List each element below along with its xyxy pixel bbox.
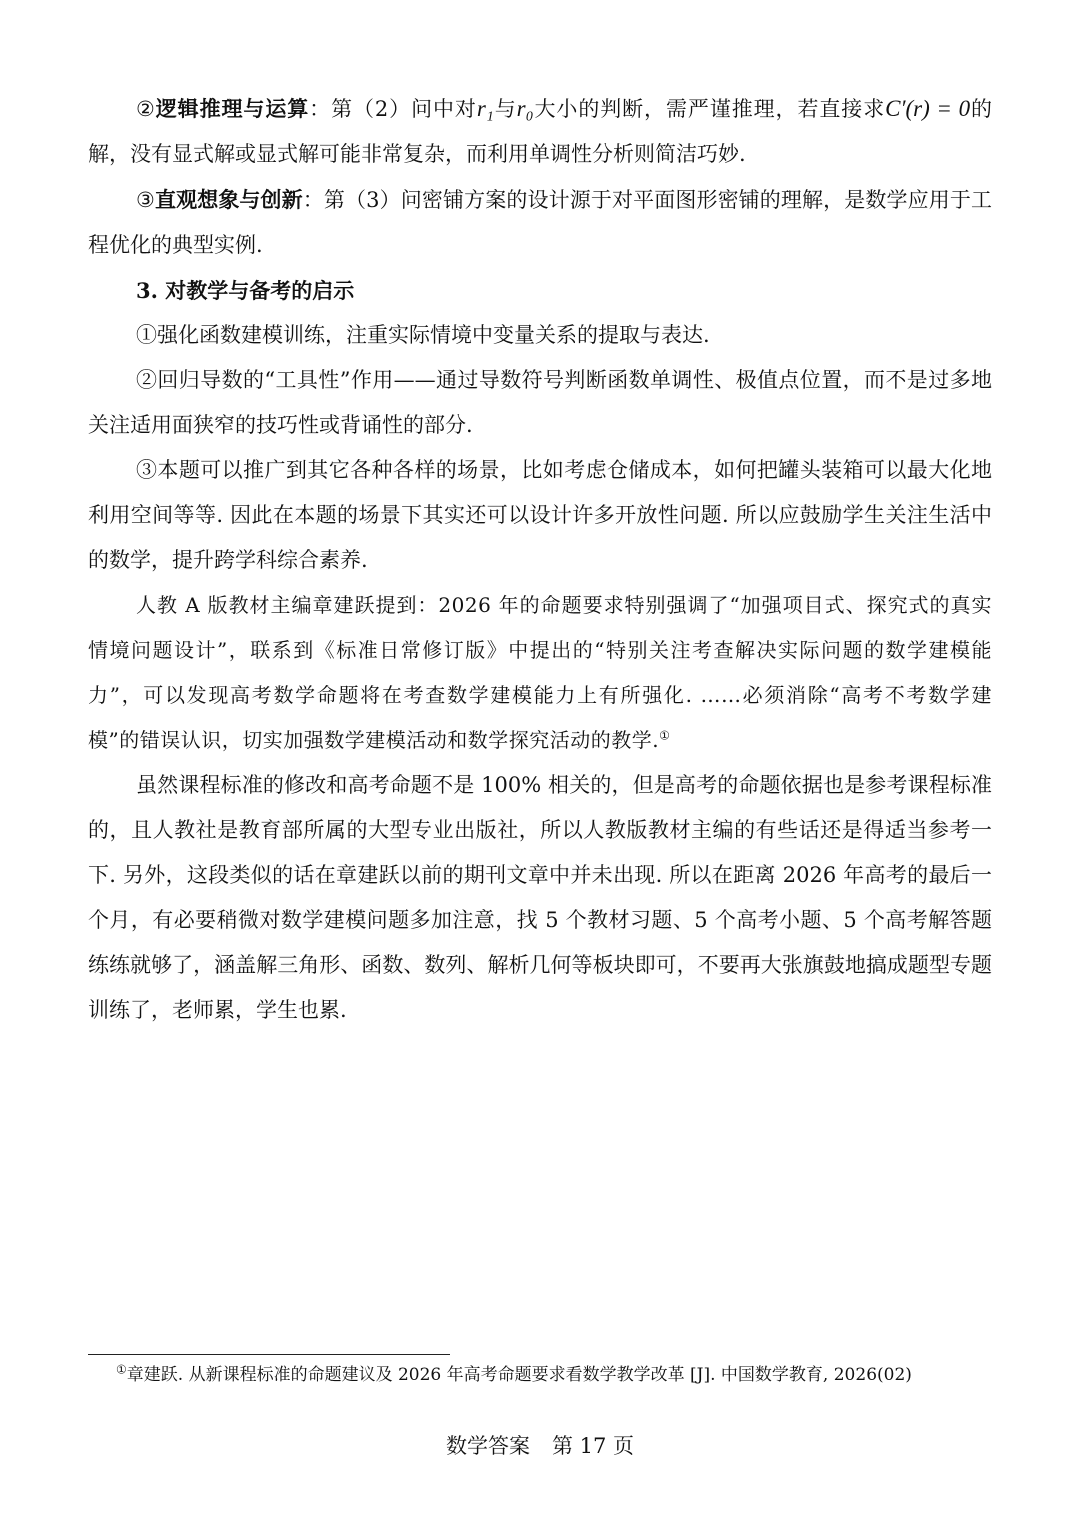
item-marker: ② [136, 97, 156, 121]
item-text: 的解，没有显式解或显式解可能非常复杂，而利用单调性分析则简洁巧妙. [88, 97, 993, 166]
page-footer [0, 1432, 1080, 1460]
item-marker: ③ [136, 188, 155, 212]
list-item: ②回归导数的“工具性”作用——通过导数符号判断函数单调性、极值点位置，而不是过多地关注适用面狭窄的技巧性或背诵性的部分. [88, 368, 992, 437]
item-colon: ： [302, 188, 324, 212]
block-quote [88, 583, 992, 763]
math-equation: C′(r) = 0 [885, 96, 971, 121]
footnote-reference: ① [659, 728, 671, 743]
footnote [116, 1362, 996, 1388]
quote-text: 人教 A 版教材主编章建跃提到：2026 年的命题要求特别强调了“加强项目式、探究式的真实情境问题设计”，联系到《标准日常修订版》中提出的“特别关注考查解决实际问题的数学建模能力”，可以发现高考数学命题将在考查数学建模能力上有所强化. ……必须消除“高考不考数学建模”的错误认识，切实加强数学建模活动和数学探究活动的教学. [88, 593, 992, 752]
item-title: 直观想象与创新 [154, 187, 303, 212]
item-text: 大小的判断，需严谨推理，若直接求 [533, 97, 886, 121]
item-text: 第（3）问密铺方案的设计源于对平面图形密铺的理解，是数学应用于工程优化的典型实例. [88, 188, 993, 257]
footnote-mark: ① [116, 1362, 127, 1377]
section-heading: 3. 对教学与备考的启示 [136, 278, 355, 303]
item-text: 与 [493, 97, 517, 121]
item-colon: ： [309, 97, 332, 121]
footnote-divider [88, 1354, 450, 1355]
list-item: ③本题可以推广到其它各种各样的场景，比如考虑仓储成本，如何把罐头装箱可以最大化地利用空间等等. 因此在本题的场景下其实还可以设计许多开放性问题. 所以应鼓励学生关注生活中的数学，提升跨学科综合素养. [88, 458, 992, 572]
list-item: ①强化函数建模训练，注重实际情境中变量关系的提取与表达. [136, 323, 710, 347]
paragraph-logic-reasoning [88, 86, 992, 177]
math-r0: r₀ [516, 96, 534, 121]
math-r1: r₁ [476, 96, 494, 121]
page-number: 第 17 页 [551, 1434, 635, 1458]
footnote-text: 章建跃. 从新课程标准的命题建议及 2026 年高考命题要求看数学教学改革 [J]. 中国数学教育, 2026(02) [126, 1365, 912, 1385]
document-name: 数学答案 [445, 1434, 530, 1458]
closing-paragraph: 虽然课程标准的修改和高考命题不是 100% 相关的，但是高考的命题依据也是参考课程标准的，且人教社是教育部所属的大型专业出版社，所以人教版教材主编的有些话还是得适当参考一下. 另外，这段类似的话在章建跃以前的期刊文章中并未出现. 所以在距离 2026 年高考的最后一个月，有必要稍微对数学建模问题多加注意，找 5 个教材习题、5 个高考小题、5 个高考解答题练练就够了，涵盖解三角形、函数、数列、解析几何等板块即可，不要再大张旗鼓地搞成题型专题训练了，老师累，学生也累. [88, 773, 992, 1022]
item-title: 逻辑推理与运算 [155, 96, 310, 121]
paragraph-intuition-innovation [88, 177, 992, 268]
page-body [88, 86, 992, 1033]
item-text: 第（2）问中对 [331, 97, 477, 121]
